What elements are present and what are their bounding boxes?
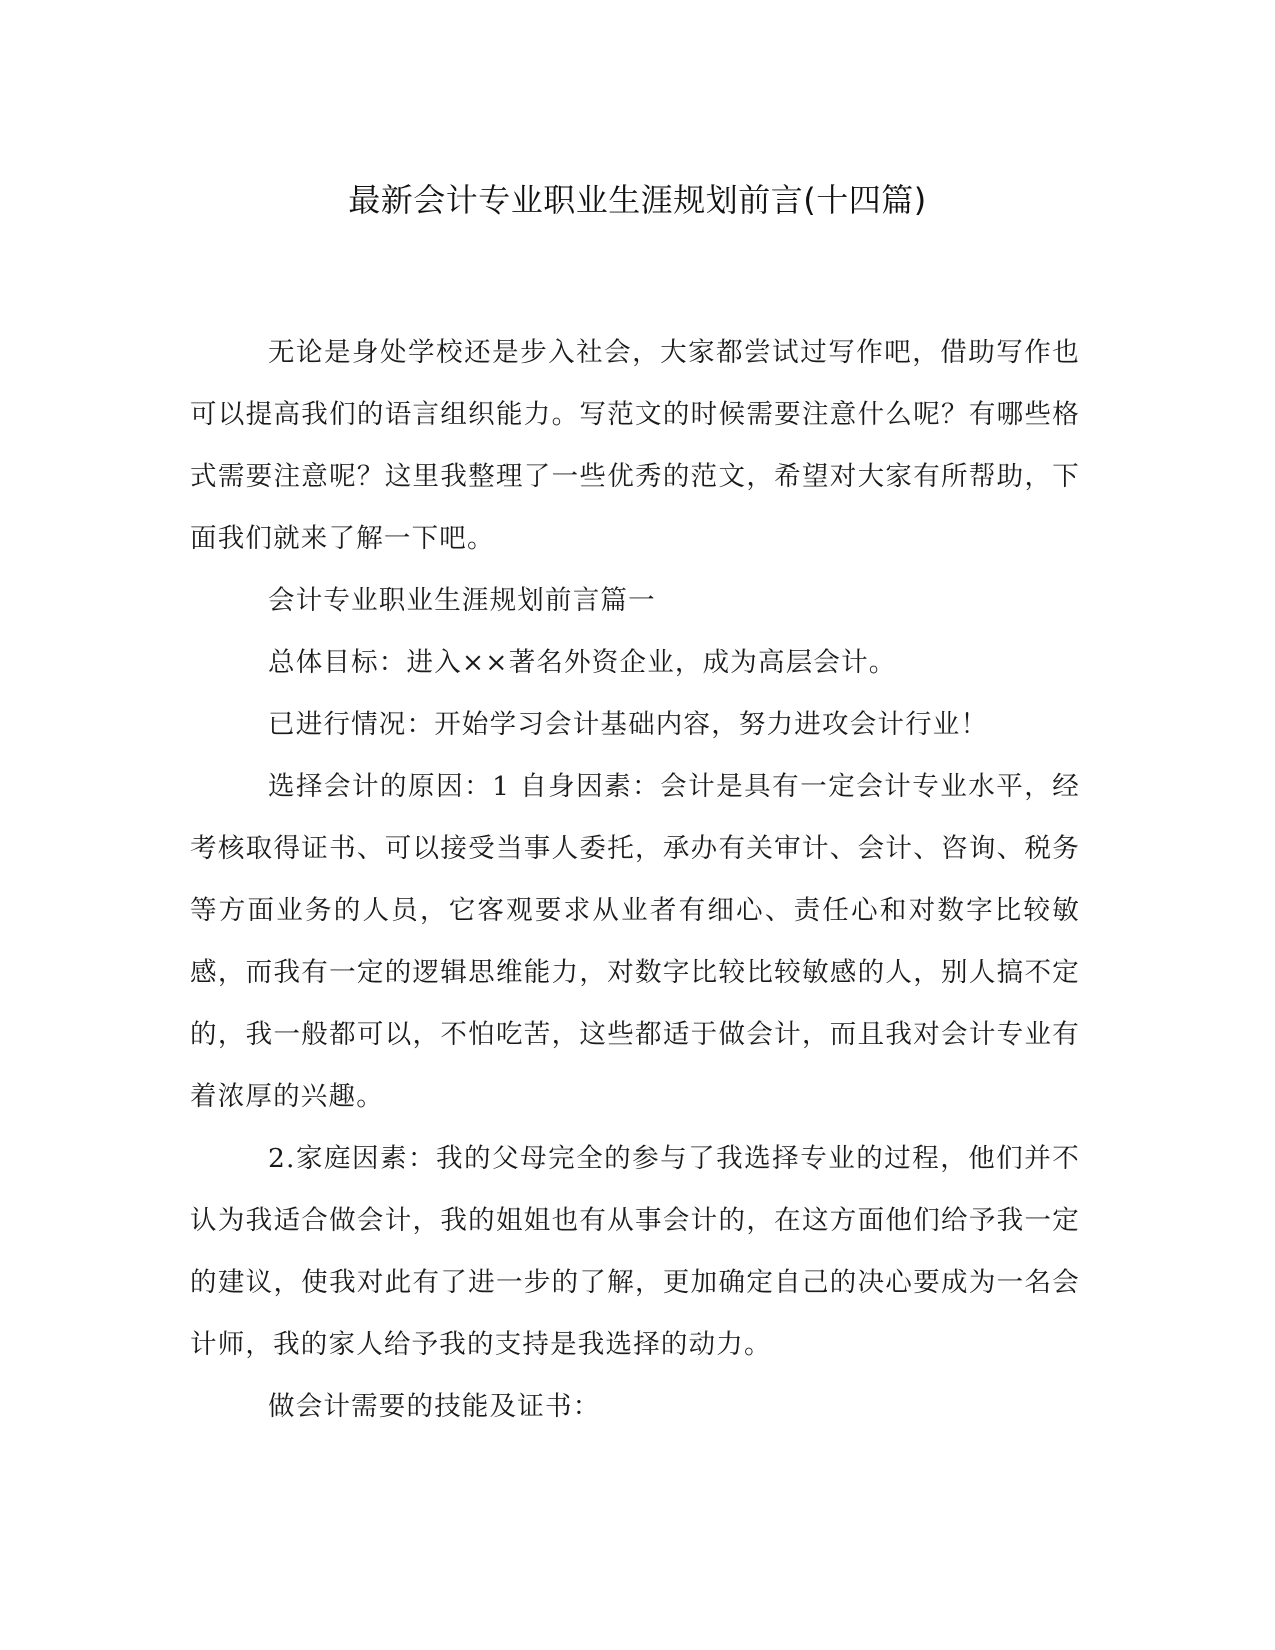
document-title: 最新会计专业职业生涯规划前言(十四篇): [348, 181, 927, 219]
paragraph-family-reasons: 2.家庭因素：我的父母完全的参与了我选择专业的过程，他们并不认为我适合做会计，我的姐姐也有从事会计的，在这方面他们给予我一定的建议，使我对此有了进一步的了解，更加确定自己的决心要成为一名会计师，我的家人给予我的支持是我选择的动力。: [190, 1143, 1080, 1360]
section-heading: 会计专业职业生涯规划前言篇一: [268, 585, 656, 616]
paragraph-personal-reasons: 选择会计的原因：1 自身因素：会计是具有一定会计专业水平，经考核取得证书、可以接受当事人委托，承办有关审计、会计、咨询、税务等方面业务的人员，它客观要求从业者有细心、责任心和对数字比较敏感，而我有一定的逻辑思维能力，对数字比较比较敏感的人，别人搞不定的，我一般都可以，不怕吃苦，这些都适于做会计，而且我对会计专业有着浓厚的兴趣。: [190, 771, 1080, 1112]
document-body: [190, 322, 1080, 1438]
paragraph-progress: 已进行情况：开始学习会计基础内容，努力进攻会计行业！: [268, 709, 989, 740]
paragraph-intro: 无论是身处学校还是步入社会，大家都尝试过写作吧，借助写作也可以提高我们的语言组织能力。写范文的时候需要注意什么呢？有哪些格式需要注意呢？这里我整理了一些优秀的范文，希望对大家有所帮助，下面我们就来了解一下吧。: [190, 337, 1080, 554]
paragraph-overall-goal: 总体目标：进入××著名外资企业，成为高层会计。: [268, 647, 897, 678]
paragraph-skills-heading: 做会计需要的技能及证书：: [268, 1391, 601, 1422]
